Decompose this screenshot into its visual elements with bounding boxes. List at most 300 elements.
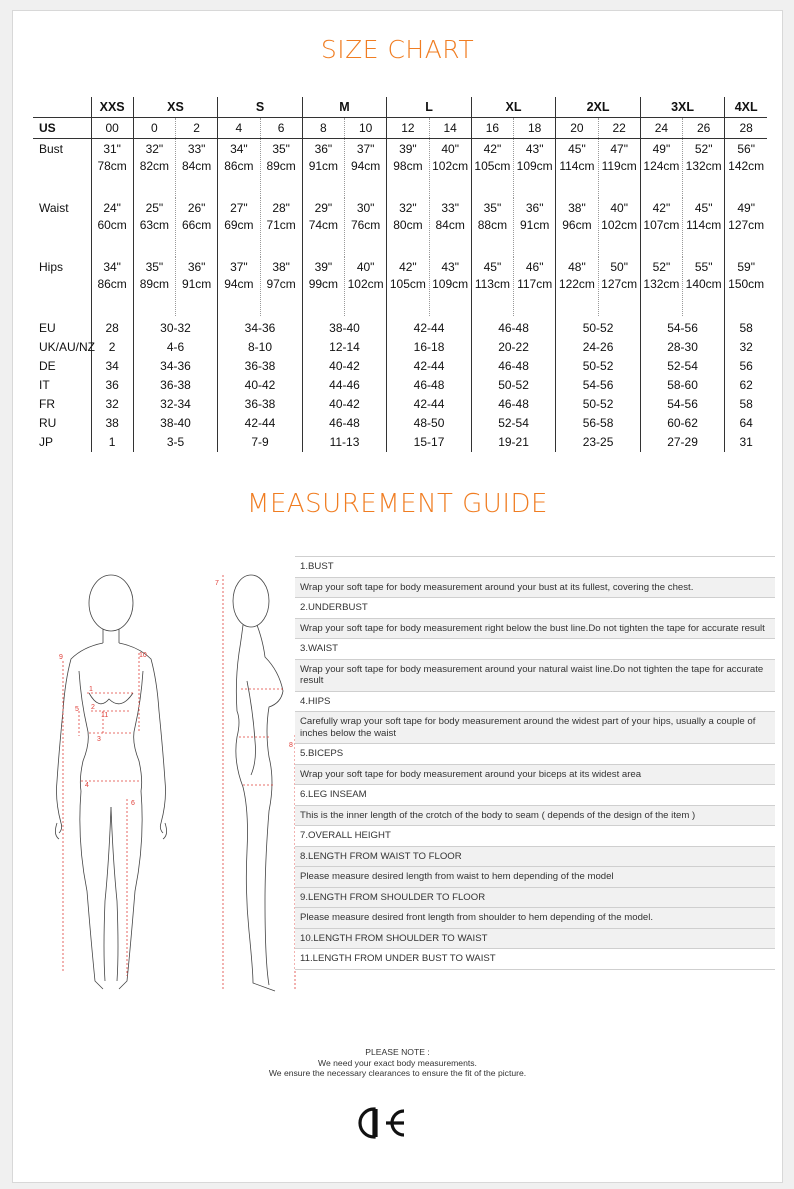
figure-marker-labels	[59, 580, 293, 807]
inch-value: 43"	[525, 142, 544, 156]
conversion-cell: 19-21	[471, 433, 556, 452]
measurement-cell	[514, 257, 556, 316]
side-measure-lines	[223, 575, 295, 991]
us-size-cell: 16	[471, 118, 513, 139]
cm-value: 71cm	[266, 218, 296, 232]
guide-item-description: Carefully wrap your soft tape for body measurement around the widest part of your hips, usually a couple of inches below the waist	[295, 712, 775, 744]
measurement-cell	[429, 198, 471, 257]
note-line-1: We need your exact body measurements.	[318, 1057, 477, 1068]
measurement-cell	[640, 139, 682, 199]
us-size-cell: 18	[514, 118, 556, 139]
row-label-cell: RU	[33, 414, 91, 433]
inch-value: 56"	[737, 142, 755, 156]
guide-item-description: Please measure desired length from waist to hem depending of the model	[295, 867, 775, 888]
measurement-cell	[598, 198, 640, 257]
measurement-cell	[514, 139, 556, 199]
conversion-cell: 38-40	[133, 414, 218, 433]
measurement-cell	[260, 257, 302, 316]
inch-value: 42"	[483, 142, 502, 156]
inch-value: 52"	[652, 260, 671, 274]
us-size-cell: 14	[429, 118, 471, 139]
cm-value: 60cm	[97, 218, 127, 232]
cm-value: 69cm	[224, 218, 254, 232]
figure-marker-9: 9	[59, 654, 63, 661]
measurement-cell	[176, 198, 218, 257]
inch-value: 40"	[356, 260, 375, 274]
conversion-cell: 52-54	[640, 357, 725, 376]
conversion-cell: 28	[91, 316, 133, 338]
conversion-cell: 42-44	[387, 316, 472, 338]
cm-value: 89cm	[266, 159, 296, 173]
measurement-row-hips	[33, 257, 767, 316]
cm-value: 140cm	[685, 277, 722, 291]
conversion-cell: 24-26	[556, 338, 641, 357]
us-size-row	[33, 118, 767, 139]
conversion-cell: 54-56	[556, 376, 641, 395]
conversion-cell: 36	[91, 376, 133, 395]
measurement-guide-title: MEASUREMENT GUIDE	[247, 489, 548, 519]
inch-value: 40"	[610, 201, 628, 215]
conversion-cell: 34	[91, 357, 133, 376]
conversion-row-jp	[33, 433, 767, 452]
conversion-cell: 58	[739, 321, 753, 335]
front-body-figure	[55, 575, 166, 989]
measurement-cell	[471, 198, 513, 257]
inch-value: 28"	[272, 201, 290, 215]
inch-value: 35"	[272, 142, 290, 156]
cm-value: 91cm	[308, 159, 339, 173]
size-label-cell: XL	[471, 97, 556, 118]
measurement-cell	[133, 257, 175, 316]
size-label-cell: M	[302, 97, 387, 118]
inch-value: 37"	[230, 260, 248, 274]
conversion-cell: 1	[91, 433, 133, 452]
conversion-cell: 42-44	[218, 414, 303, 433]
conversion-cell: 40-42	[302, 357, 387, 376]
us-size-cell: 28	[725, 118, 767, 139]
conversion-cell: 20-22	[471, 338, 556, 357]
brand-logo	[354, 1103, 418, 1143]
conversion-cell: 8-10	[218, 338, 303, 357]
inch-value: 33"	[441, 201, 459, 215]
inch-value: 35"	[483, 201, 502, 215]
size-chart-page	[12, 10, 783, 1183]
front-measure-lines	[63, 653, 141, 976]
cm-value: 84cm	[435, 218, 465, 232]
inch-value: 34"	[103, 260, 121, 274]
inch-value: 34"	[230, 142, 248, 156]
guide-item-title: 8.LENGTH FROM WAIST TO FLOOR	[295, 847, 775, 868]
measurement-cell	[556, 139, 598, 199]
figure-marker-4: 4	[85, 782, 89, 789]
inch-value: 46"	[525, 260, 544, 274]
measurement-cell	[598, 139, 640, 199]
us-size-cell: 00	[91, 118, 133, 139]
measurement-cell	[218, 139, 260, 199]
inch-value: 39"	[399, 142, 417, 156]
conversion-cell: 54-56	[640, 395, 725, 414]
row-label-cell: DE	[33, 357, 91, 376]
inch-value: 50"	[610, 260, 628, 274]
guide-item-description: Please measure desired front length from shoulder to hem depending of the model.	[295, 908, 775, 929]
us-size-cell: 0	[133, 118, 175, 139]
cm-value: 89cm	[139, 277, 170, 291]
conversion-cell: 36-38	[218, 395, 303, 414]
measurement-row-waist	[33, 198, 767, 257]
row-label-cell: UK/AU/NZ	[33, 338, 91, 357]
conversion-cell: 42-44	[387, 357, 472, 376]
note-heading: PLEASE NOTE :	[365, 1047, 430, 1057]
measurement-cell	[345, 257, 387, 316]
cm-value: 96cm	[562, 218, 592, 232]
cm-value: 127cm	[601, 277, 638, 291]
guide-item-title: 4.HIPS	[295, 692, 775, 713]
header-corner-cell	[33, 97, 91, 118]
inch-value: 40"	[441, 142, 459, 156]
size-label-cell: 2XL	[556, 97, 641, 118]
inch-value: 36"	[187, 260, 206, 274]
inch-value: 32"	[145, 142, 164, 156]
cm-value: 82cm	[139, 159, 170, 173]
inch-value: 59"	[737, 260, 755, 274]
cm-value: 99cm	[308, 277, 339, 291]
cm-value: 91cm	[181, 277, 212, 291]
conversion-cell: 50-52	[556, 395, 641, 414]
measurement-cell	[387, 257, 429, 316]
measurement-cell	[218, 257, 260, 316]
cm-value: 109cm	[516, 159, 553, 173]
measurement-cell	[598, 257, 640, 316]
inch-value: 38"	[568, 201, 586, 215]
cm-value: 132cm	[685, 159, 722, 173]
measurement-cell	[514, 198, 556, 257]
figure-marker-8: 8	[289, 742, 293, 749]
inch-value: 38"	[272, 260, 290, 274]
guide-item-title: 10.LENGTH FROM SHOULDER TO WAIST	[295, 929, 775, 950]
figure-marker-2: 2	[91, 704, 95, 711]
figure-marker-3: 3	[97, 736, 101, 743]
guide-item-title: 9.LENGTH FROM SHOULDER TO FLOOR	[295, 888, 775, 909]
cm-value: 88cm	[477, 218, 508, 232]
conversion-cell: 50-52	[556, 316, 641, 338]
cm-value: 127cm	[728, 218, 765, 232]
conversion-cell: 32	[91, 395, 133, 414]
measurement-cell	[91, 139, 133, 199]
us-size-cell: 10	[345, 118, 387, 139]
measurement-cell	[429, 139, 471, 199]
figure-marker-7: 7	[215, 580, 219, 587]
note-line-2: We ensure the necessary clearances to ensure the fit of the picture.	[268, 1068, 527, 1078]
cm-value: 114cm	[686, 218, 722, 232]
cm-value: 119cm	[601, 159, 637, 173]
figure-marker-1: 1	[89, 686, 93, 693]
inch-value: 42"	[399, 260, 417, 274]
inch-value: 47"	[610, 142, 628, 156]
measurement-cell	[345, 139, 387, 199]
us-size-cell: 4	[218, 118, 260, 139]
row-label-cell: Waist	[33, 198, 91, 257]
measurement-row-bust	[33, 139, 767, 199]
inch-value: 37"	[356, 142, 375, 156]
measurement-cell	[640, 198, 682, 257]
conversion-cell: 46-48	[302, 414, 387, 433]
cm-value: 107cm	[643, 218, 680, 232]
guide-item-title: 3.WAIST	[295, 639, 775, 660]
row-label-cell: JP	[33, 433, 91, 452]
inch-value: 27"	[230, 201, 248, 215]
row-label-cell: Bust	[33, 139, 91, 199]
conversion-cell: 11-13	[302, 433, 387, 452]
body-figures-illustration	[43, 561, 293, 1001]
inch-value: 43"	[441, 260, 459, 274]
inch-value: 33"	[187, 142, 206, 156]
conversion-cell: 32-34	[133, 395, 218, 414]
conversion-cell: 54-56	[640, 316, 725, 338]
figure-marker-5: 5	[75, 706, 79, 713]
guide-item-title: 5.BICEPS	[295, 744, 775, 765]
inch-value: 32"	[399, 201, 417, 215]
conversion-cell: 15-17	[387, 433, 472, 452]
cm-value: 80cm	[393, 218, 423, 232]
conversion-cell: 56	[739, 359, 753, 373]
row-label-cell: IT	[33, 376, 91, 395]
cm-value: 105cm	[389, 277, 426, 291]
cm-value: 94cm	[224, 277, 254, 291]
measurement-cell	[725, 198, 767, 257]
cm-value: 114cm	[559, 159, 595, 173]
row-label-cell: FR	[33, 395, 91, 414]
size-label-cell: XS	[133, 97, 218, 118]
measurement-cell	[133, 139, 175, 199]
inch-value: 45"	[694, 201, 713, 215]
size-label-cell: XXS	[91, 97, 133, 118]
conversion-cell: 28-30	[640, 338, 725, 357]
inch-value: 35"	[145, 260, 164, 274]
conversion-cell: 50-52	[556, 357, 641, 376]
size-label-cell: 4XL	[725, 97, 767, 118]
conversion-cell: 2	[91, 338, 133, 357]
conversion-cell: 46-48	[471, 395, 556, 414]
us-size-cell: 8	[302, 118, 344, 139]
measurement-cell	[345, 198, 387, 257]
inch-value: 26"	[187, 201, 206, 215]
measurement-cell	[725, 257, 767, 316]
inch-value: 36"	[314, 142, 333, 156]
conversion-cell: 38-40	[302, 316, 387, 338]
size-header-row	[33, 97, 767, 118]
measurement-cell	[683, 139, 725, 199]
size-label-cell: S	[218, 97, 303, 118]
inch-value: 42"	[652, 201, 671, 215]
guide-item-title: 7.OVERALL HEIGHT	[295, 826, 775, 847]
measurement-cell	[260, 139, 302, 199]
guide-item-title: 6.LEG INSEAM	[295, 785, 775, 806]
measurement-cell	[91, 257, 133, 316]
cm-value: 63cm	[139, 218, 170, 232]
inch-value: 49"	[737, 201, 755, 215]
conversion-cell: 30-32	[133, 316, 218, 338]
measurement-cell	[387, 139, 429, 199]
cm-value: 66cm	[181, 218, 212, 232]
inch-value: 24"	[103, 201, 121, 215]
conversion-cell: 16-18	[387, 338, 472, 357]
measurement-cell	[302, 257, 344, 316]
cm-value: 117cm	[517, 277, 553, 291]
cm-value: 94cm	[350, 159, 381, 173]
cm-value: 102cm	[601, 218, 638, 232]
measurement-cell	[91, 198, 133, 257]
inch-value: 49"	[652, 142, 671, 156]
conversion-row-ru	[33, 414, 767, 433]
conversion-cell: 58-60	[640, 376, 725, 395]
us-size-cell: 12	[387, 118, 429, 139]
inch-value: 29"	[314, 201, 333, 215]
measurement-cell	[387, 198, 429, 257]
figure-marker-6: 6	[131, 800, 135, 807]
measurement-cell	[133, 198, 175, 257]
conversion-cell: 44-46	[302, 376, 387, 395]
row-label-cell: EU	[33, 316, 91, 338]
measurement-cell	[725, 139, 767, 199]
inch-value: 55"	[694, 260, 713, 274]
conversion-cell: 46-48	[471, 357, 556, 376]
inch-value: 36"	[525, 201, 544, 215]
side-body-figure	[233, 575, 283, 991]
conversion-cell: 46-48	[471, 316, 556, 338]
measurement-cell	[556, 257, 598, 316]
conversion-cell: 36-38	[218, 357, 303, 376]
conversion-cell: 38	[91, 414, 133, 433]
size-chart-title: SIZE CHART	[320, 35, 475, 64]
figure-marker-11: 11	[101, 712, 109, 719]
conversion-cell: 62	[739, 378, 753, 392]
measurement-cell	[302, 139, 344, 199]
guide-item-description: Wrap your soft tape for body measurement around your bust at its fullest, covering the chest.	[295, 578, 775, 599]
inch-value: 45"	[483, 260, 502, 274]
cm-value: 97cm	[266, 277, 296, 291]
conversion-cell: 52-54	[471, 414, 556, 433]
guide-item-description: Wrap your soft tape for body measurement around your natural waist line.Do not tighten the tape for accurate result	[295, 660, 775, 692]
conversion-cell: 34-36	[133, 357, 218, 376]
guide-item-description: This is the inner length of the crotch of the body to seam ( depends of the design of the item )	[295, 806, 775, 827]
inch-value: 48"	[568, 260, 586, 274]
measurement-cell	[471, 139, 513, 199]
us-size-cell: 26	[683, 118, 725, 139]
conversion-cell: 64	[739, 416, 753, 430]
conversion-cell: 60-62	[640, 414, 725, 433]
measurement-cell	[556, 198, 598, 257]
conversion-cell: 40-42	[302, 395, 387, 414]
cm-value: 150cm	[728, 277, 765, 291]
cm-value: 109cm	[432, 277, 469, 291]
inch-value: 25"	[145, 201, 164, 215]
measurement-cell	[683, 257, 725, 316]
guide-item-title: 11.LENGTH FROM UNDER BUST TO WAIST	[295, 949, 775, 970]
guide-item-description: Wrap your soft tape for body measurement right below the bust line.Do not tighten the tape for accurate result	[295, 619, 775, 640]
cm-value: 142cm	[728, 159, 765, 173]
cm-value: 124cm	[643, 159, 680, 173]
conversion-cell: 4-6	[133, 338, 218, 357]
conversion-row-eu	[33, 316, 767, 338]
row-label-cell: US	[33, 118, 91, 139]
conversion-cell: 40-42	[218, 376, 303, 395]
conversion-cell: 32	[739, 340, 753, 354]
inch-value: 45"	[568, 142, 586, 156]
measurement-cell	[260, 198, 302, 257]
measurement-cell	[640, 257, 682, 316]
conversion-row-de	[33, 357, 767, 376]
cm-value: 84cm	[181, 159, 212, 173]
measurement-cell	[176, 257, 218, 316]
us-size-cell: 20	[556, 118, 598, 139]
inch-value: 30"	[356, 201, 375, 215]
inch-value: 52"	[694, 142, 713, 156]
measurement-cell	[176, 139, 218, 199]
guide-item-description: Wrap your soft tape for body measurement around your biceps at its widest area	[295, 765, 775, 786]
conversion-cell: 42-44	[387, 395, 472, 414]
measurement-cell	[471, 257, 513, 316]
conversion-cell: 58	[739, 397, 753, 411]
guide-item-title: 2.UNDERBUST	[295, 598, 775, 619]
measurement-cell	[218, 198, 260, 257]
cm-value: 76cm	[350, 218, 381, 232]
conversion-cell: 46-48	[387, 376, 472, 395]
size-label-cell: 3XL	[640, 97, 725, 118]
inch-value: 39"	[314, 260, 333, 274]
cm-value: 86cm	[97, 277, 127, 291]
cm-value: 102cm	[347, 277, 384, 291]
figure-marker-10: 10	[139, 652, 147, 659]
conversion-cell: 7-9	[218, 433, 303, 452]
conversion-row-it	[33, 376, 767, 395]
us-size-cell: 24	[640, 118, 682, 139]
conversion-cell: 12-14	[302, 338, 387, 357]
measurement-cell	[302, 198, 344, 257]
cm-value: 78cm	[97, 159, 127, 173]
row-label-cell: Hips	[33, 257, 91, 316]
cm-value: 86cm	[224, 159, 254, 173]
conversion-cell: 27-29	[640, 433, 725, 452]
cm-value: 122cm	[558, 277, 595, 291]
guide-item-title: 1.BUST	[295, 557, 775, 578]
conversion-row-uk-au-nz	[33, 338, 767, 357]
conversion-cell: 50-52	[471, 376, 556, 395]
cm-value: 74cm	[308, 218, 339, 232]
please-note	[13, 1047, 782, 1079]
conversion-cell: 48-50	[387, 414, 472, 433]
conversion-cell: 31	[739, 435, 753, 449]
us-size-cell: 6	[260, 118, 302, 139]
cm-value: 102cm	[432, 159, 469, 173]
conversion-cell: 36-38	[133, 376, 218, 395]
inch-value: 31"	[103, 142, 121, 156]
cm-value: 98cm	[393, 159, 423, 173]
measurement-cell	[683, 198, 725, 257]
size-chart-table	[33, 97, 767, 452]
cm-value: 113cm	[474, 277, 510, 291]
conversion-cell: 3-5	[133, 433, 218, 452]
conversion-cell: 34-36	[218, 316, 303, 338]
measurement-cell	[429, 257, 471, 316]
conversion-row-fr	[33, 395, 767, 414]
conversion-cell: 23-25	[556, 433, 641, 452]
conversion-cell: 56-58	[556, 414, 641, 433]
cm-value: 91cm	[519, 218, 550, 232]
size-label-cell: L	[387, 97, 472, 118]
measurement-guide-list	[295, 556, 775, 970]
cm-value: 132cm	[643, 277, 680, 291]
us-size-cell: 2	[176, 118, 218, 139]
